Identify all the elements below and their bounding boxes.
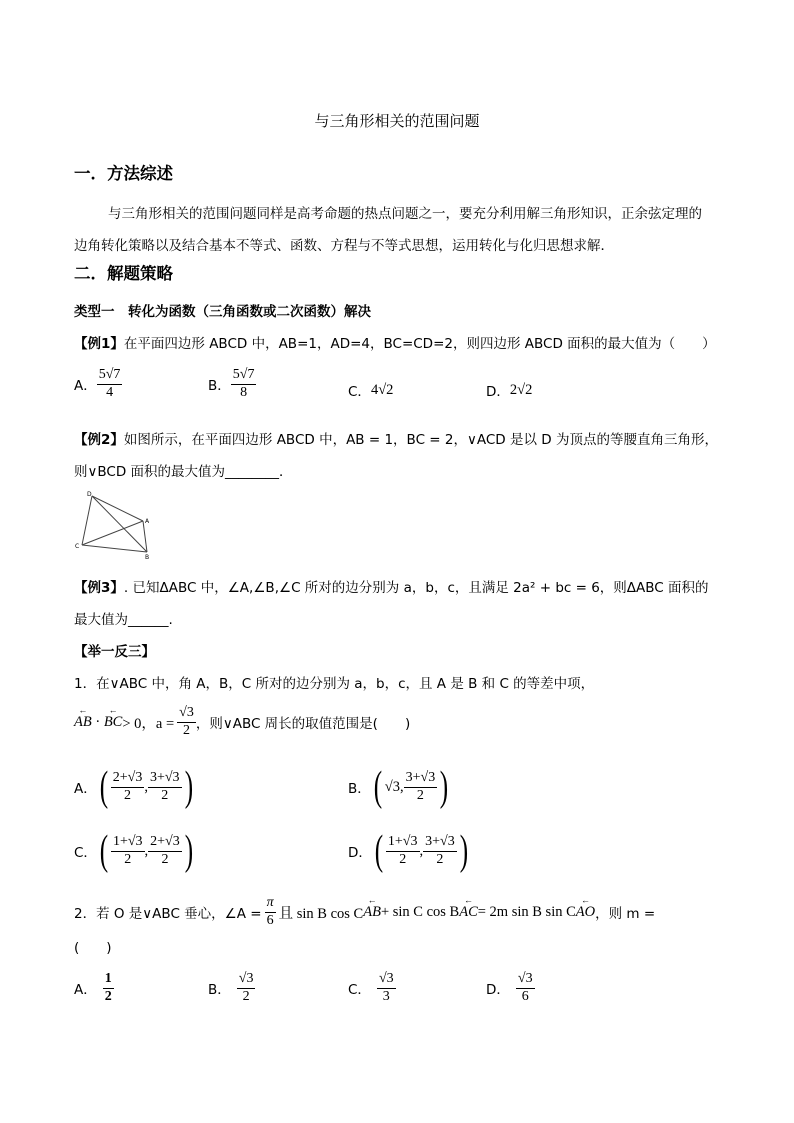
practice2-mid: 且 sin B cos C <box>278 905 364 922</box>
option-a-den2: 2 <box>161 787 169 803</box>
option-label: D． <box>486 982 510 999</box>
option-label: B． <box>348 781 371 797</box>
option-c-den2: 2 <box>161 851 169 867</box>
example1-option-a[interactable] <box>74 368 122 400</box>
option-a-denominator: 2 <box>104 988 112 1004</box>
option-d-numerator: √3 <box>516 972 535 989</box>
vector-bc: ← BC <box>104 714 123 731</box>
practice2-mid2: + sin C cos B <box>380 903 460 920</box>
practice1-condition: ← AB · ← BC > 0，a = $\frac{√3}{2}$ ，则∨ABC 周长的取值范围是( ) <box>74 706 410 738</box>
option-a-numerator: 1 <box>103 972 114 989</box>
example1-option-d[interactable] <box>486 380 532 400</box>
option-d-den1: 2 <box>399 851 407 867</box>
a-denominator: 2 <box>182 722 190 738</box>
practice1-tail: ，则∨ABC 周长的取值范围是( ) <box>195 716 411 733</box>
type1-heading: 类型一 转化为函数（三角函数或二次函数）解决 <box>74 304 371 320</box>
example3-text: . 已知ΔABC 中，∠A,∠B,∠C 所对的边分别为 a，b，c，且满足 2a² + bc = 6，则ΔABC 面积的 <box>123 580 709 596</box>
intro-paragraph-line1: 与三角形相关的范围问题同样是高考命题的热点问题之一，要充分利用解三角形知识，正余弦定理的 <box>108 206 702 222</box>
a-numerator: √3 <box>177 706 196 723</box>
option-label: B． <box>208 982 231 999</box>
option-label: D． <box>348 845 372 861</box>
option-c-denominator: 3 <box>382 988 390 1004</box>
practice2-tail: ，则 m = <box>595 906 656 923</box>
practice1-option-c[interactable]: C． ( $\frac{1+√3}{2}$ , $\frac{2+√3}{2}$ ) <box>74 828 193 874</box>
practice2-mid3: = 2m sin B sin C <box>477 903 576 920</box>
practice2-option-a[interactable] <box>74 972 114 1004</box>
practice2-option-b[interactable] <box>208 972 255 1004</box>
example3-tag: 【例3】 <box>74 580 124 596</box>
option-d-denominator: 6 <box>521 988 529 1004</box>
example1-tag: 【例1】 <box>74 336 124 352</box>
option-b-numerator: 5√7 <box>231 368 257 385</box>
option-b-denominator: 2 <box>242 988 250 1004</box>
option-b-denominator: 8 <box>240 384 248 400</box>
option-d-value: 2√2 <box>509 381 533 398</box>
option-c-num1: 1+√3 <box>111 835 145 852</box>
practice1-option-d[interactable]: D． ( $\frac{1+√3}{2}$ , $\frac{3+√3}{2}$ ) <box>348 828 468 874</box>
option-label: A． <box>74 378 97 395</box>
example3-question-line1 <box>74 576 709 596</box>
intro-paragraph-line2: 边角转化策略以及结合基本不等式、函数、方程与不等式思想，运用转化与化归思想求解． <box>74 238 614 254</box>
condition-text: > 0，a = <box>122 715 175 732</box>
option-b-numerator: √3 <box>237 972 256 989</box>
option-a-num1: 2+√3 <box>111 771 145 788</box>
option-a-num2: 3+√3 <box>148 771 182 788</box>
figure-label-a: A <box>145 518 150 525</box>
option-label: C． <box>348 982 371 999</box>
figure-label-d: D <box>87 491 92 498</box>
vector-ac: ← AC <box>459 904 478 921</box>
option-c-den1: 2 <box>124 851 132 867</box>
quadrilateral-figure <box>72 488 162 560</box>
option-label: D． <box>486 384 510 400</box>
practice-heading: 【举一反三】 <box>74 644 155 660</box>
option-b-den2: 2 <box>416 787 424 803</box>
example1-question <box>74 332 716 352</box>
option-c-num2: 2+√3 <box>148 835 182 852</box>
practice1-question-line1: 1．在∨ABC 中，角 A，B，C 所对的边分别为 a，b，c，且 A 是 B 和 C 的等差中项， <box>74 676 595 692</box>
example1-text: 在平面四边形 ABCD 中，AB=1，AD=4，BC=CD=2，则四边形 ABCD 面积的最大值为（ ） <box>123 336 716 352</box>
angle-numerator: π <box>265 896 276 913</box>
option-b-first: √3, <box>384 778 404 795</box>
option-label: A． <box>74 982 97 999</box>
option-d-den2: 2 <box>436 851 444 867</box>
practice2-answer-paren: ( ) <box>74 940 112 956</box>
example1-option-c[interactable] <box>348 380 393 400</box>
practice2-option-d[interactable] <box>486 972 535 1004</box>
option-b-num2: 3+√3 <box>404 771 438 788</box>
section-heading-strategy: 二．解题策略 <box>74 264 173 283</box>
vector-ab: ← AB <box>363 904 381 921</box>
option-a-denominator: 4 <box>106 384 114 400</box>
example2-question-line1 <box>74 428 718 448</box>
option-a-numerator: 5√7 <box>97 368 123 385</box>
option-d-num1: 1+√3 <box>386 835 420 852</box>
figure-label-c: C <box>75 543 80 550</box>
practice1-option-a[interactable]: A． ( $\frac{2+√3}{2}$ , $\frac{3+√3}{2}$ ) <box>74 764 193 810</box>
option-d-num2: 3+√3 <box>423 835 457 852</box>
practice2-pre: 2．若 O 是∨ABC 垂心，∠A = <box>74 906 262 923</box>
example2-tag: 【例2】 <box>74 432 124 448</box>
option-label: C． <box>74 845 97 861</box>
example2-question-line2: 则∨BCD 面积的最大值为________． <box>74 464 293 480</box>
figure-label-b: B <box>145 554 150 560</box>
angle-denominator: 6 <box>266 912 274 928</box>
option-a-den1: 2 <box>124 787 132 803</box>
option-c-numerator: √3 <box>377 972 396 989</box>
option-label: A． <box>74 781 97 797</box>
section-heading-method: 一．方法综述 <box>74 164 173 183</box>
vector-ao: ← AO <box>576 904 595 921</box>
page-title: 与三角形相关的范围问题 <box>314 112 480 130</box>
practice1-option-b[interactable]: B． ( √3, $\frac{3+√3}{2}$ ) <box>348 764 449 810</box>
example2-text: 如图所示，在平面四边形 ABCD 中，AB = 1，BC = 2，∨ACD 是以 D 为顶点的等腰直角三角形， <box>123 432 718 448</box>
option-c-value: 4√2 <box>370 381 394 398</box>
practice2-option-c[interactable] <box>348 972 396 1004</box>
option-label: B． <box>208 378 231 395</box>
option-label: C． <box>348 384 371 400</box>
practice2-question-line1 <box>74 896 655 928</box>
vector-ab: ← AB <box>74 714 92 731</box>
example3-question-line2: 最大值为______. <box>74 612 173 628</box>
example1-option-b[interactable] <box>208 368 256 400</box>
